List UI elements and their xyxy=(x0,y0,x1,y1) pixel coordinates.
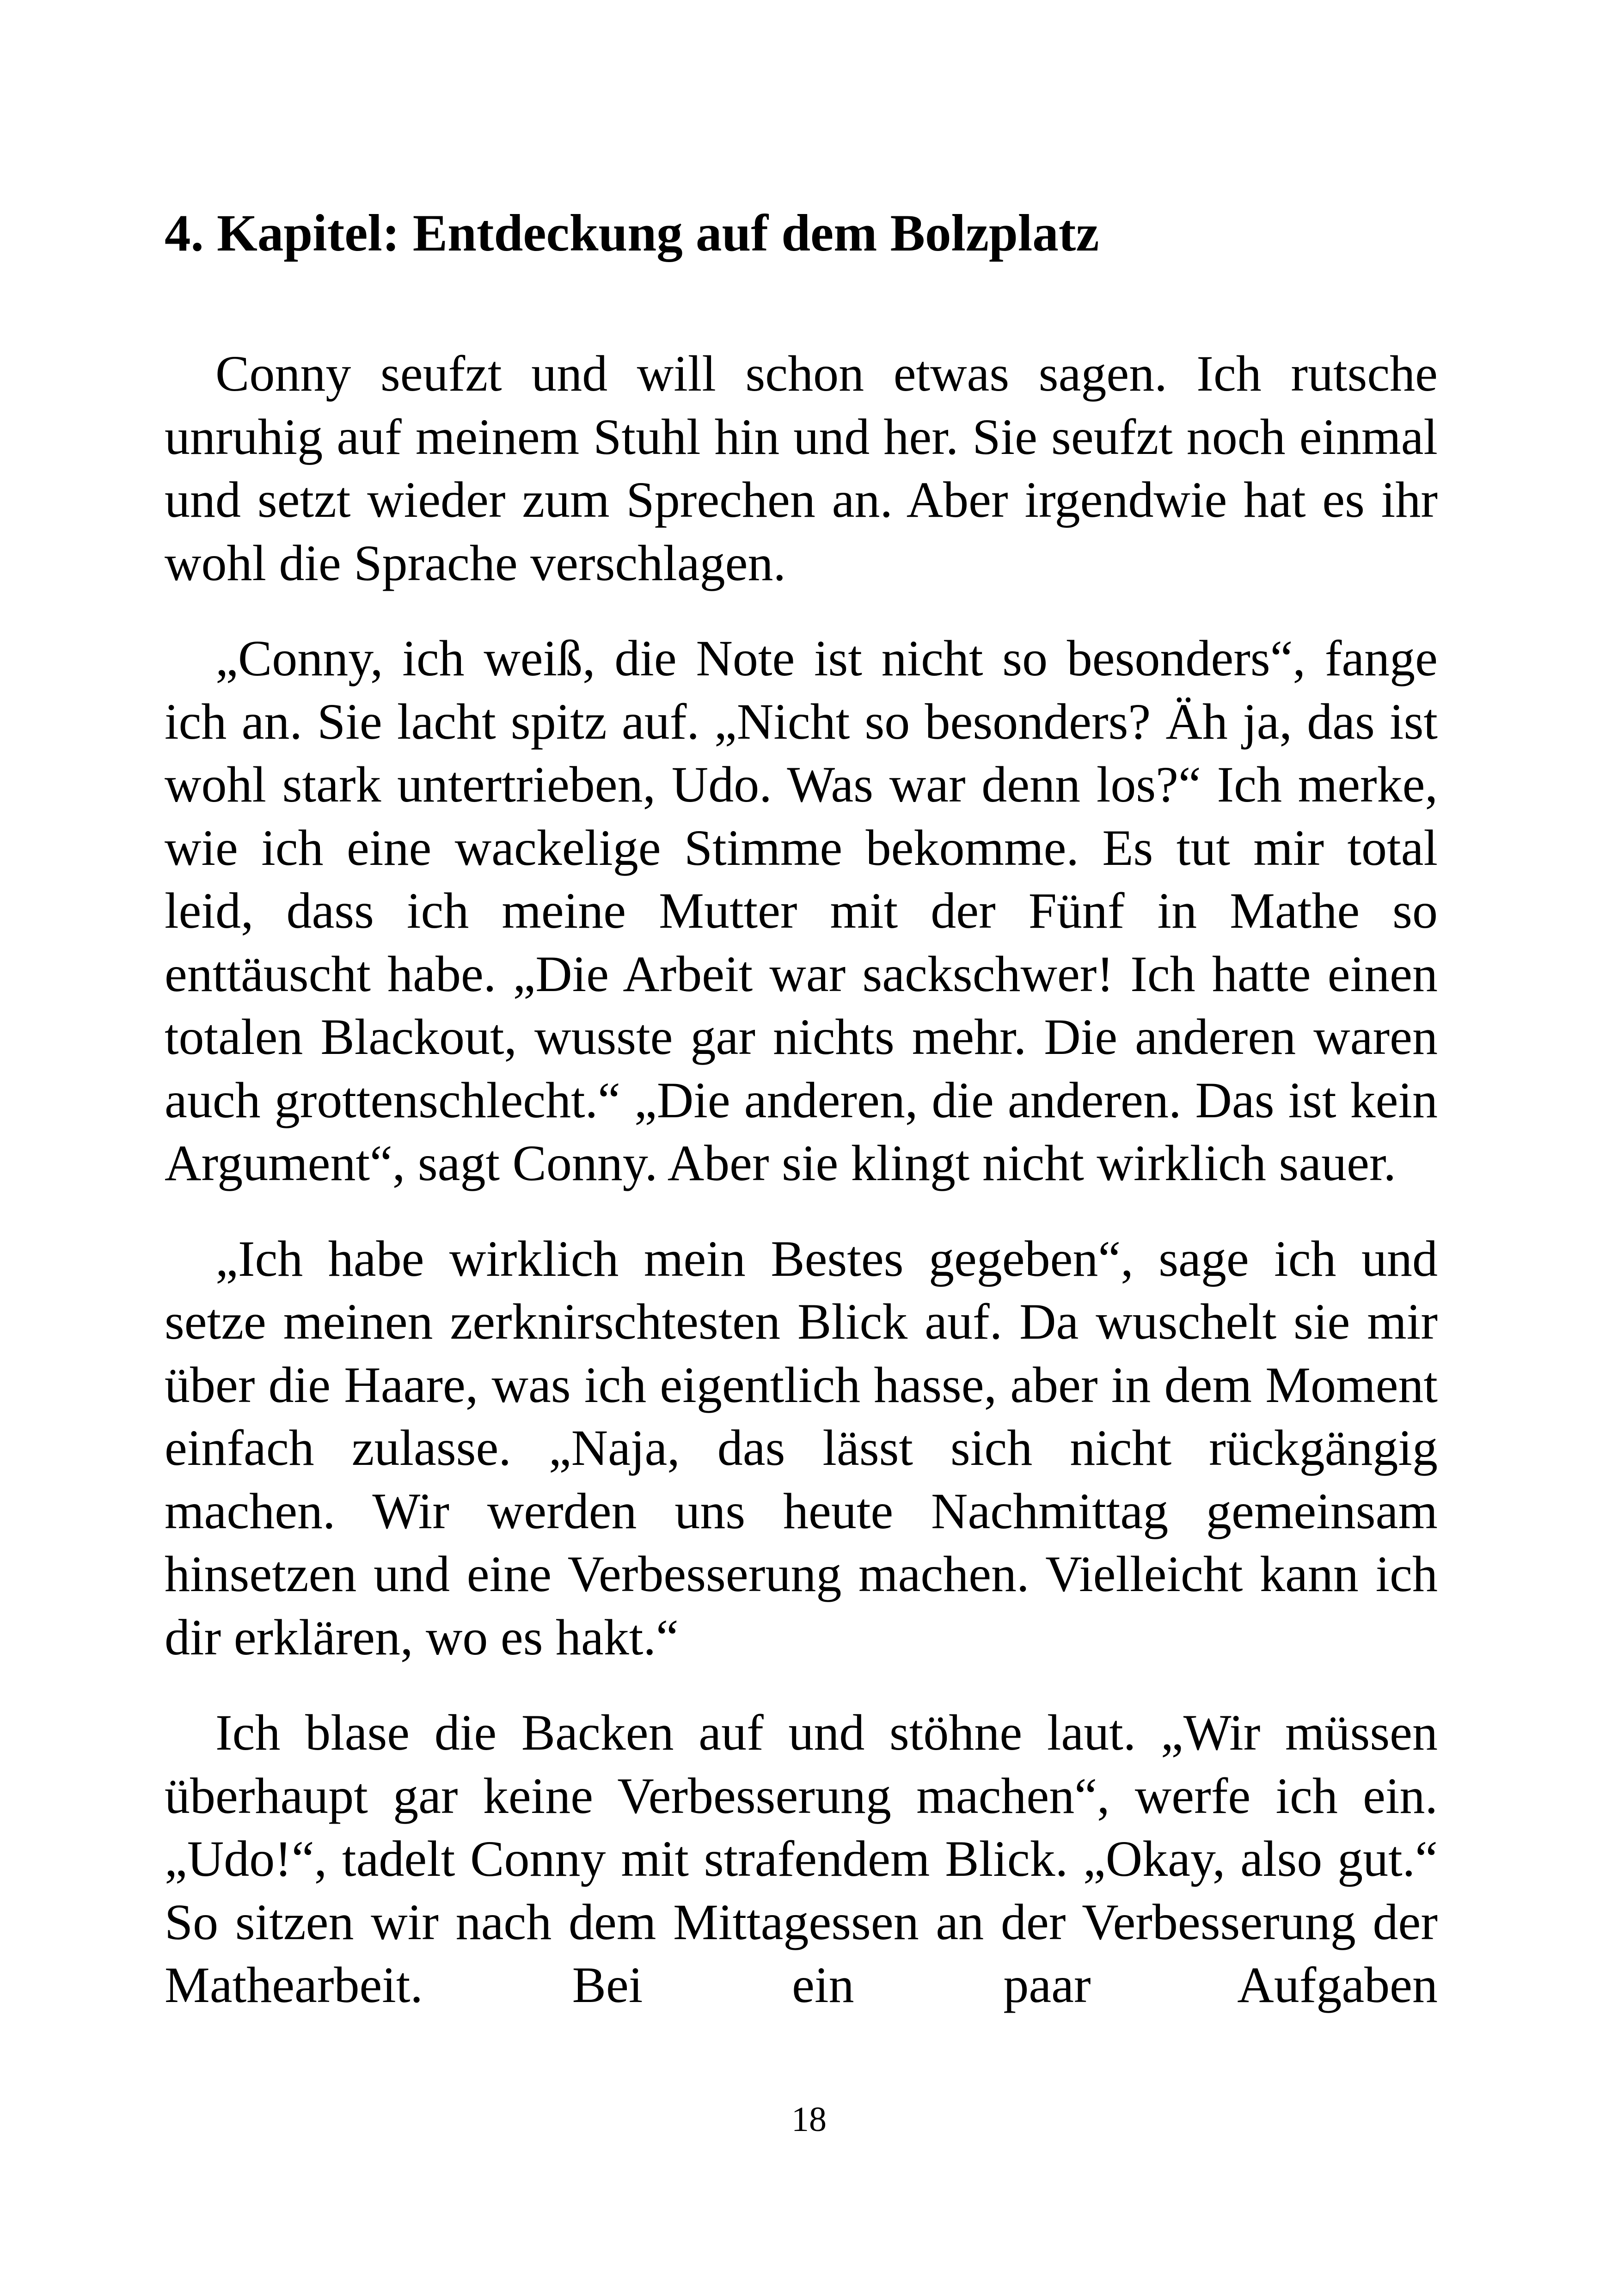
page-number: 18 xyxy=(791,2100,827,2139)
paragraph-3: „Ich habe wirklich mein Bestes gegeben“, sage ich und setze meinen zerknirschtesten Blick auf. Da wuschelt sie mir über die Haare, was ich eigentlich hasse, aber in dem Moment einfach zulasse. „Naja, das lässt sich nicht rückgängig machen. Wir werden uns heute Nachmittag gemeinsam hinsetzen und eine Verbesserung machen. Vielleicht kann ich dir erklären, wo es hakt.“ xyxy=(165,1230,1438,1665)
chapter-title: 4. Kapitel: Entdeckung auf dem Bolzplatz xyxy=(165,204,1099,262)
body-text xyxy=(165,342,1438,2049)
paragraph-2: „Conny, ich weiß, die Note ist nicht so besonders“, fange ich an. Sie lacht spitz auf. „Nicht so besonders? Äh ja, das ist wohl stark untertrieben, Udo. Was war denn los?“ Ich merke, wie ich eine wackelige Stimme bekomme. Es tut mir total leid, dass ich meine Mutter mit der Fünf in Mathe so enttäuscht habe. „Die Arbeit war sackschwer! Ich hatte einen totalen Blackout, wusste gar nichts mehr. Die anderen waren auch grottenschlecht.“ „Die anderen, die anderen. Das ist kein Argument“, sagt Conny. Aber sie klingt nicht wirklich sauer. xyxy=(165,630,1438,1191)
paragraph-1: Conny seufzt und will schon etwas sagen. Ich rutsche unruhig auf meinem Stuhl hin und her. Sie seufzt noch einmal und setzt wieder zum Sprechen an. Aber irgendwie hat es ihr wohl die Sprache verschlagen. xyxy=(165,345,1438,591)
paragraph-4: Ich blase die Backen auf und stöhne laut. „Wir müssen überhaupt gar keine Verbesserung machen“, werfe ich ein. „Udo!“, tadelt Conny mit strafendem Blick. „Okay, also gut.“ So sitzen wir nach dem Mittagessen an der Verbesserung der Mathearbeit. Bei ein paar Aufgaben xyxy=(165,1704,1438,2013)
